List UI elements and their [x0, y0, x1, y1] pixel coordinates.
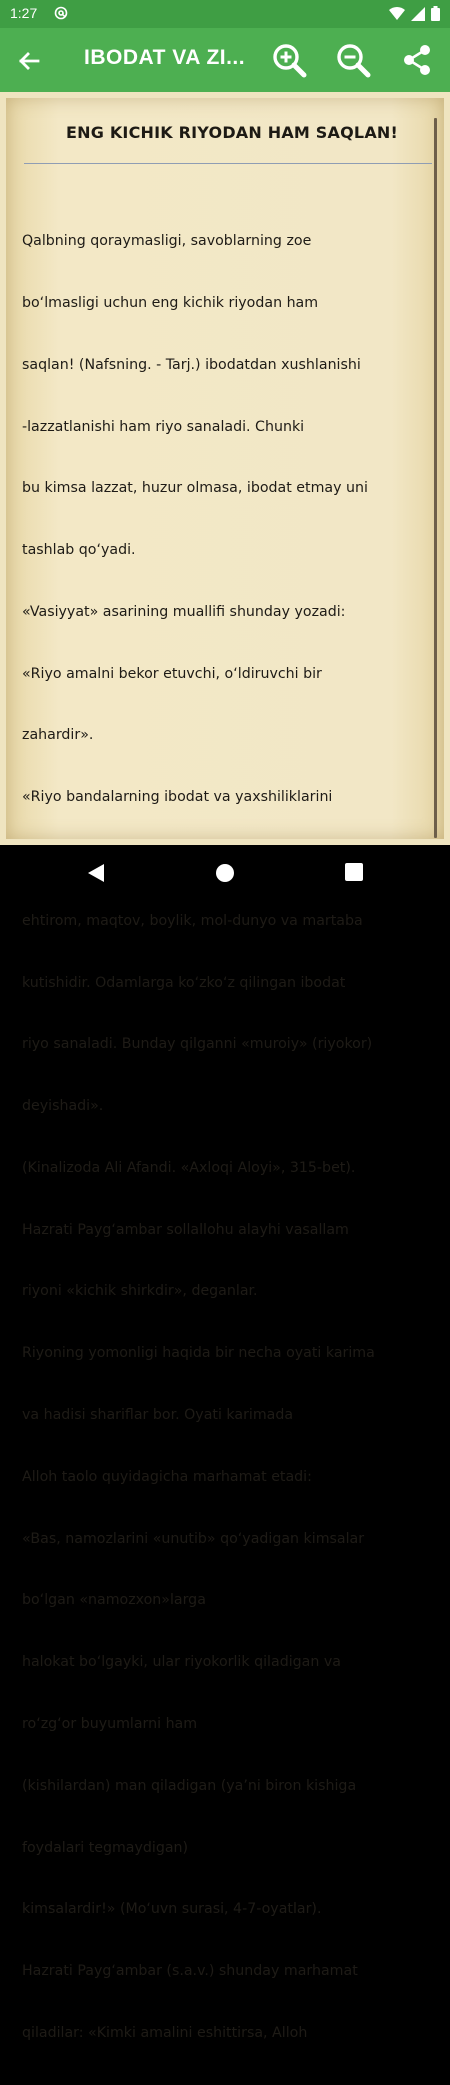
- text-line: zahardir».: [22, 727, 94, 744]
- zoom-in-icon[interactable]: [270, 41, 308, 79]
- at-icon: [54, 6, 68, 20]
- wifi-icon: [389, 7, 405, 21]
- text-line: foydalari tegmaydigan): [22, 1839, 189, 1856]
- text-line: Qalbning qoraymasligi, savoblarning zoe: [22, 233, 312, 250]
- zoom-out-icon[interactable]: [334, 41, 372, 79]
- text-line: kutishidir. Odamlarga ko‘zko‘z qilingan ibodat: [22, 974, 346, 991]
- text-line: Riyoning yomonligi haqida bir necha oyati karima: [22, 1345, 375, 1362]
- paper-frame: [6, 98, 444, 2041]
- article-body: [22, 190, 434, 2085]
- nav-home-icon[interactable]: [214, 862, 236, 884]
- text-line: riyo sanaladi. Bunday qilganni «muroiy» (riyokor): [22, 1036, 373, 1053]
- share-icon[interactable]: [398, 41, 436, 79]
- text-line: ro‘zg‘or buyumlarni ham: [22, 1715, 198, 1732]
- text-line: riyoni «kichik shirkdir», deganlar.: [22, 1283, 258, 1300]
- text-line: (kishilardan) man qiladigan (ya’ni biron kishiga: [22, 1777, 357, 1794]
- text-line: «Vasiyyat» asarining muallifi shunday yozadi:: [22, 603, 346, 620]
- text-line: kimsalardir!» (Mo‘uvn surasi, 4-7-oyatlar).: [22, 1901, 322, 1918]
- text-line: halokat bo‘lgayki, ular riyokorlik qiladigan va: [22, 1654, 341, 1671]
- heading-divider: [24, 163, 432, 164]
- text-line: deyishadi».: [22, 1098, 104, 1115]
- text-line: saqlan! (Nafsning. - Tarj.) ibodatdan xushlanishi: [22, 356, 361, 373]
- battery-icon: [431, 6, 440, 21]
- status-bar: [0, 0, 450, 28]
- article-page[interactable]: [0, 92, 450, 2041]
- nav-back-icon[interactable]: [86, 862, 106, 884]
- scroll-indicator[interactable]: [434, 118, 437, 838]
- text-line: «Riyo amalni bekor etuvchi, o‘ldiruvchi bir: [22, 665, 322, 682]
- text-line: bu kimsa lazzat, huzur olmasa, ibodat etmay uni: [22, 480, 368, 497]
- system-nav-bar: [0, 845, 450, 900]
- status-time: 1:27: [10, 5, 38, 21]
- text-line: Hazrati Payg‘ambar sollallohu alayhi vasallam: [22, 1221, 349, 1238]
- text-line: bo‘lmasligi uchun eng kichik riyodan ham: [22, 294, 319, 311]
- page-title: IBODAT VA ZI...: [84, 46, 246, 69]
- text-line: Alloh taolo quyidagicha marhamat etadi:: [22, 1468, 312, 1485]
- text-line: bo‘lgan «namozxon»larga: [22, 1592, 206, 1609]
- text-line: «Bas, namozlarini «unutib» qo‘yadigan kimsalar: [22, 1530, 365, 1547]
- text-line: va hadisi shariflar bor. Oyati karimada: [22, 1407, 294, 1424]
- text-line: ehtirom, maqtov, boylik, mol-dunyo va martaba: [22, 912, 363, 929]
- signal-icon: [411, 7, 425, 21]
- text-line: «Riyo bandalarning ibodat va yaxshiliklarini: [22, 789, 333, 806]
- text-line: tashlab qo‘yadi.: [22, 542, 136, 559]
- article-heading: ENG KICHIK RIYODAN HAM SAQLAN!: [66, 123, 398, 142]
- text-line: (Kinalizoda Ali Afandi. «Axloqi Aloyi», 315-bet).: [22, 1159, 356, 1176]
- text-line: qiladilar: «Kimki amalini eshittirsa, Alloh: [22, 2024, 308, 2041]
- app-bar: [0, 28, 450, 92]
- nav-recents-icon[interactable]: [344, 862, 364, 882]
- text-line: Hazrati Payg‘ambar (s.a.v.) shunday marhamat: [22, 1963, 358, 1980]
- back-arrow-icon[interactable]: [14, 46, 44, 76]
- text-line: -lazzatlanishi ham riyo sanaladi. Chunki: [22, 418, 305, 435]
